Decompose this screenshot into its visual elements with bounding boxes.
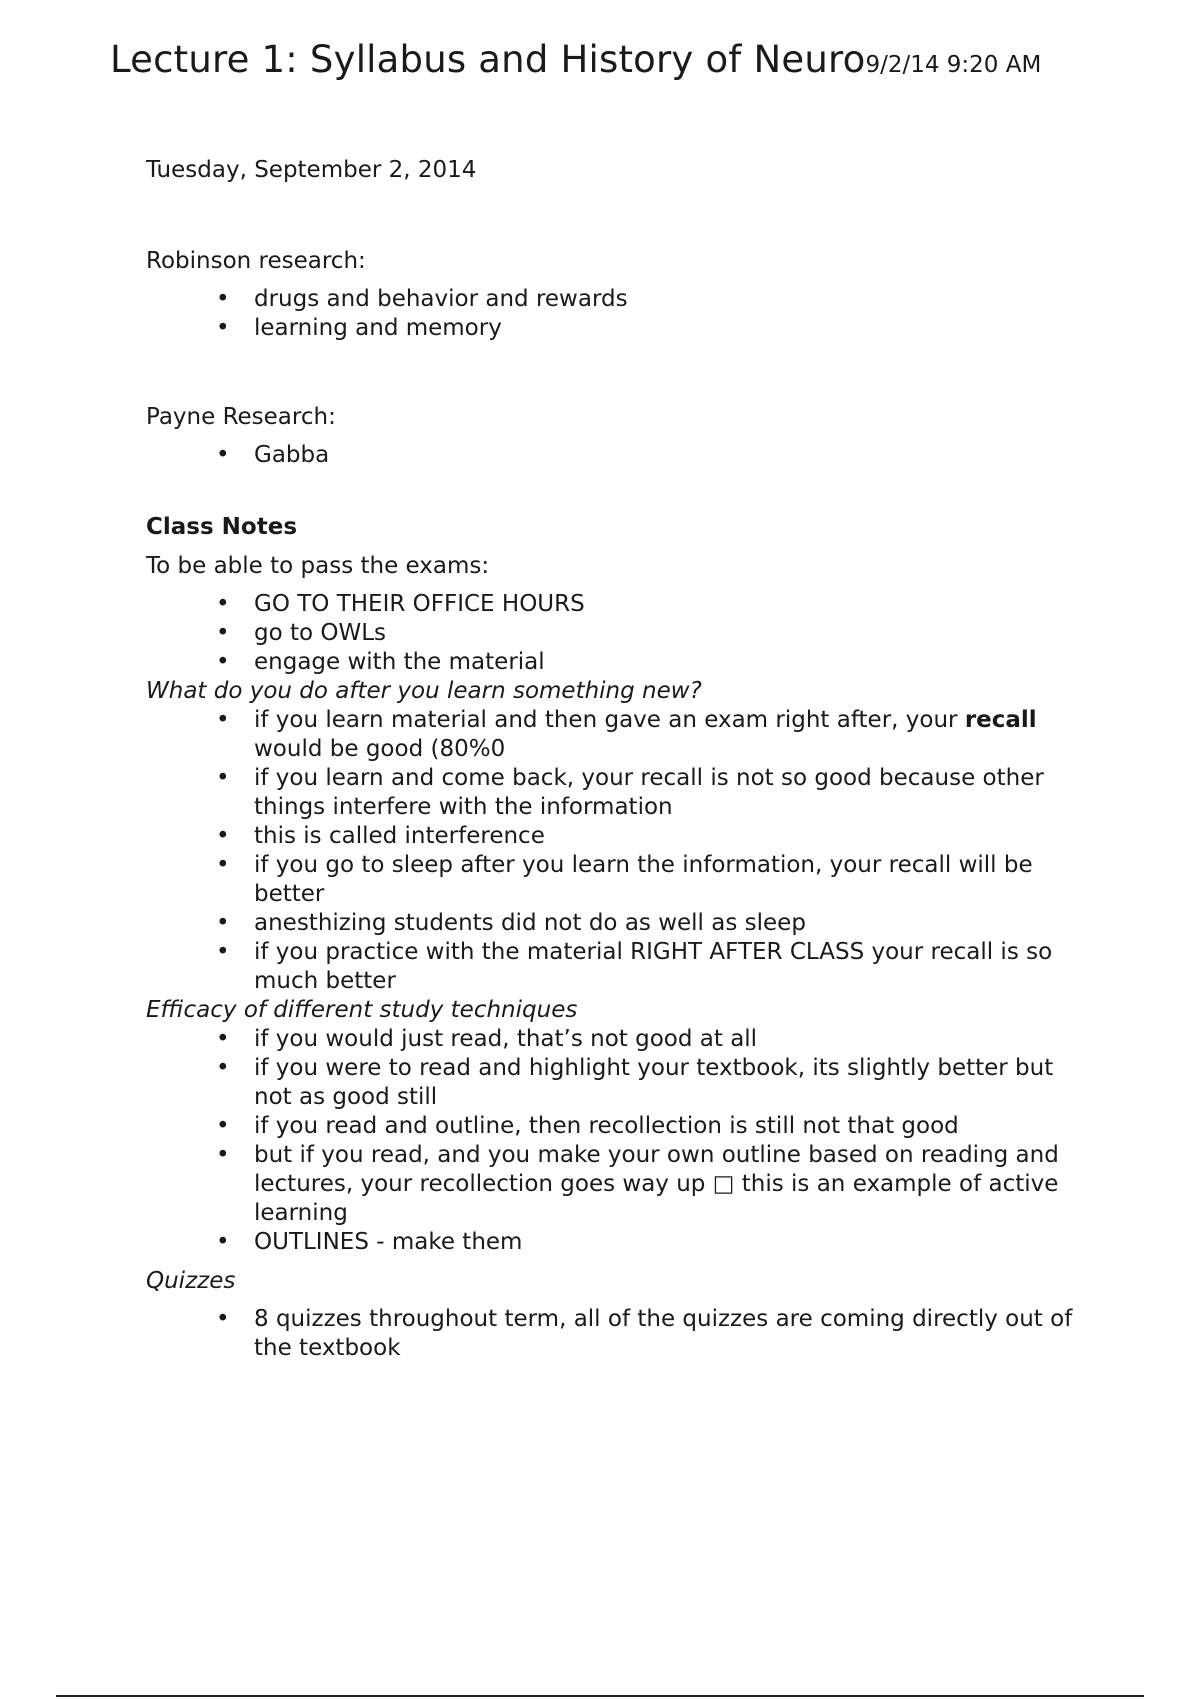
timestamp: 9/2/14 9:20 AM: [865, 52, 1042, 78]
list-item-text: if you learn material and then gave an exam right after, your: [254, 707, 965, 733]
learn-list: [146, 706, 1086, 996]
payne-label: Payne Research:: [146, 404, 336, 430]
list-item: • but if you read, and you make your own outline based on reading and lectures, your recollection goes way up □ this is an example of active learning: [254, 1141, 1086, 1228]
list-item: • Gabba: [254, 441, 1086, 470]
list-item: • if you go to sleep after you learn the information, your recall will be better: [254, 851, 1086, 909]
quizzes-list: [146, 1305, 1086, 1363]
efficacy-list: [146, 1025, 1086, 1257]
list-item: • OUTLINES - make them: [254, 1228, 1086, 1257]
list-item: • drugs and behavior and rewards: [254, 285, 1086, 314]
list-item: • engage with the material: [254, 648, 1086, 677]
robinson-label: Robinson research:: [146, 248, 366, 274]
list-item: • if you practice with the material RIGHT AFTER CLASS your recall is so much better: [254, 938, 1086, 996]
learn-heading: What do you do after you learn something new?: [146, 678, 702, 704]
page-title: Lecture 1: Syllabus and History of Neuro: [110, 38, 866, 81]
robinson-list: [146, 285, 1086, 343]
list-item-text: would be good (80%0: [254, 736, 506, 762]
efficacy-heading: Efficacy of different study techniques: [146, 997, 578, 1023]
class-notes-heading: Class Notes: [146, 514, 298, 540]
note-content: [146, 156, 1086, 1363]
footer-divider: [56, 1695, 1144, 1697]
list-item: • GO TO THEIR OFFICE HOURS: [254, 590, 1086, 619]
list-item: • 8 quizzes throughout term, all of the quizzes are coming directly out of the textbook: [254, 1305, 1086, 1363]
exams-list: [146, 590, 1086, 677]
page-header: [110, 38, 1041, 81]
list-item: • go to OWLs: [254, 619, 1086, 648]
list-item: • this is called interference: [254, 822, 1086, 851]
list-item: • if you learn and come back, your recall is not so good because other things interfere with the information: [254, 764, 1086, 822]
payne-list: [146, 441, 1086, 470]
exams-label: To be able to pass the exams:: [146, 553, 490, 579]
list-item: • if you were to read and highlight your textbook, its slightly better but not as good still: [254, 1054, 1086, 1112]
recall-emphasis: recall: [964, 707, 1037, 733]
list-item: • if you would just read, that’s not good at all: [254, 1025, 1086, 1054]
quizzes-heading: Quizzes: [146, 1268, 236, 1294]
list-item: • anesthizing students did not do as well as sleep: [254, 909, 1086, 938]
list-item: • learning and memory: [254, 314, 1086, 343]
list-item: [254, 706, 1086, 764]
list-item: • if you read and outline, then recollection is still not that good: [254, 1112, 1086, 1141]
note-date: Tuesday, September 2, 2014: [146, 157, 477, 183]
